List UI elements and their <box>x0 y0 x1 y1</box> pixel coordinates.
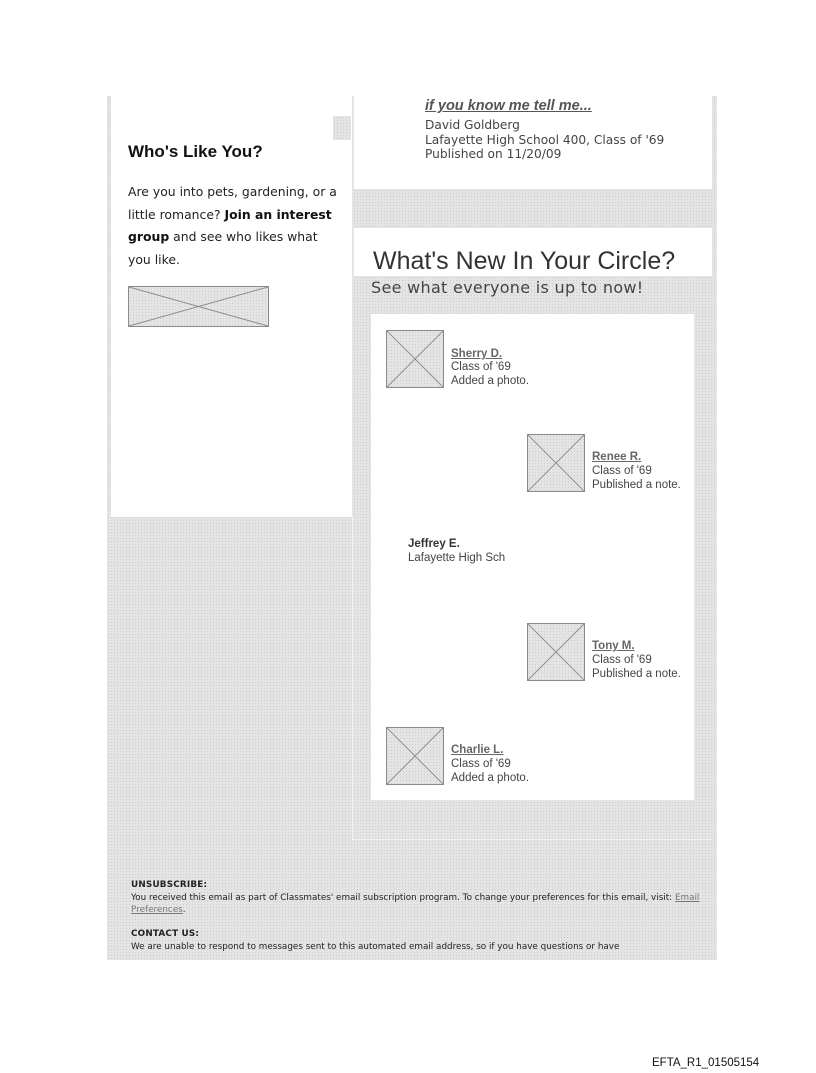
publication-date: Published on 11/20/09 <box>425 147 562 161</box>
circle-title: What's New In Your Circle? <box>373 247 676 275</box>
join-interest-group-link[interactable]: Join an interest group <box>128 206 332 245</box>
feed-divider <box>352 839 712 840</box>
avatar[interactable] <box>386 330 444 388</box>
unsubscribe-text: You received this email as part of Classmates' email subscription program. To change your preferences for this email, visit: Email Preferences. <box>131 893 700 915</box>
feed-school: Lafayette High Sch <box>408 552 506 564</box>
contact-text: We are unable to respond to messages sent to this automated email address, so if you have questions or have <box>131 942 620 952</box>
who-text-outro: and see who likes what you like. <box>128 229 318 267</box>
feed-class-year: Class of '69 <box>592 654 652 666</box>
broken-image-icon <box>129 287 268 326</box>
who-like-you-text <box>128 181 338 271</box>
avatar[interactable] <box>386 727 444 785</box>
who-like-you-title: Who's Like You? <box>128 142 263 161</box>
broken-image-icon <box>387 728 443 784</box>
publication-author: David Goldberg <box>425 118 520 132</box>
contact-heading: CONTACT US: <box>131 929 200 939</box>
who-text-intro: Are you into pets, gardening, or a little romance? <box>128 184 337 222</box>
feed-class-year: Class of '69 <box>451 758 511 770</box>
avatar[interactable] <box>527 623 585 681</box>
broken-image-icon <box>528 624 584 680</box>
feed-member-name[interactable]: Renee R. <box>592 451 642 463</box>
feed-member-name[interactable]: Tony M. <box>592 640 635 652</box>
unsubscribe-heading: UNSUBSCRIBE: <box>131 880 208 890</box>
feed-class-year: Class of '69 <box>592 465 652 477</box>
spacer-image <box>333 116 351 140</box>
avatar[interactable] <box>527 434 585 492</box>
publication-title-link[interactable]: if you know me tell me... <box>425 98 592 114</box>
feed-member-name[interactable]: Sherry D. <box>451 348 503 360</box>
feed-activity: Published a note. <box>592 668 681 680</box>
email-preferences-link[interactable]: Email Preferences <box>131 893 700 915</box>
circle-subtitle: See what everyone is up to now! <box>371 278 644 297</box>
column-divider <box>352 517 353 839</box>
feed-member-name: Jeffrey E. <box>408 538 460 550</box>
broken-image-icon <box>387 331 443 387</box>
document-id: EFTA_R1_01505154 <box>652 1057 760 1069</box>
feed-activity: Published a note. <box>592 479 681 491</box>
feed-activity: Added a photo. <box>451 375 530 387</box>
broken-image-icon <box>528 435 584 491</box>
feed-member-name[interactable]: Charlie L. <box>451 744 504 756</box>
interest-group-image[interactable] <box>128 286 269 327</box>
unsubscribe-body: You received this email as part of Classmates' email subscription program. To change your preferences for this email, visit: <box>131 893 675 903</box>
feed-activity: Added a photo. <box>451 772 530 784</box>
feed-class-year: Class of '69 <box>451 361 511 373</box>
publication-school: Lafayette High School 400, Class of '69 <box>425 133 665 147</box>
